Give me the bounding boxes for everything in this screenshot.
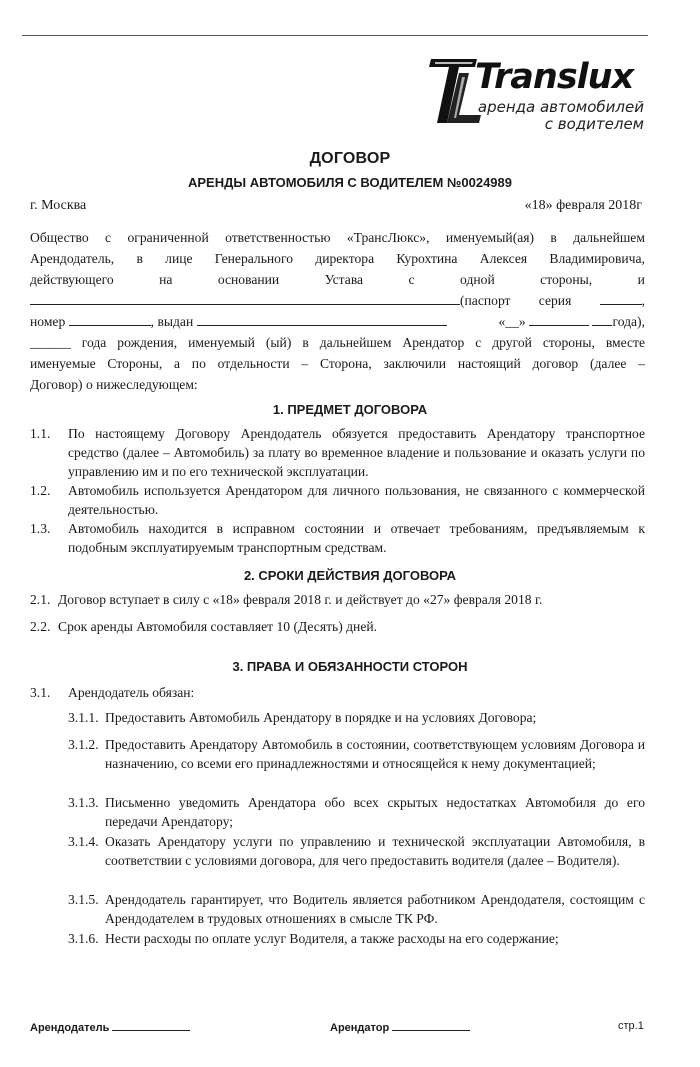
lessor-signature-label: Арендодатель [30, 1022, 110, 1034]
word: Курохтина [396, 251, 458, 266]
clause-number: 3.1.1. [68, 710, 99, 725]
year-label: года), [612, 314, 645, 329]
lessee-signature-label: Арендатор [330, 1022, 390, 1034]
word: «ТрансЛюкс», [346, 230, 430, 245]
word: дальнейшем [573, 230, 645, 245]
section-3-heading: 3. ПРАВА И ОБЯЗАННОСТИ СТОРОН [232, 659, 468, 674]
word: Генерального [214, 251, 294, 266]
logo-brand-text: Translux [475, 57, 634, 97]
clause-number: 2.2. [30, 619, 51, 634]
clause-3-1-5 [68, 890, 645, 928]
lessee-signature-field[interactable] [392, 1020, 470, 1031]
word: Арендодатель, [30, 251, 115, 266]
issue-month-field[interactable] [529, 313, 589, 326]
issued-by-label: , выдан [150, 314, 194, 329]
word: директора [315, 251, 375, 266]
clause-2-1 [30, 590, 645, 609]
clause-number: 3.1.4. [68, 834, 99, 849]
clause-3-1 [30, 683, 645, 702]
preamble-line-4: (паспорт серия , [30, 290, 645, 311]
clause-3-1-6 [68, 929, 645, 948]
clause-3-1-2 [68, 735, 645, 773]
passport-series-label: серия [538, 293, 572, 308]
contract-city: г. Москва [30, 198, 87, 213]
word: в [550, 230, 557, 245]
clause-text: Нести расходы по оплате услуг Водителя, а также расходы на его содержание; [105, 931, 559, 946]
clause-text: Срок аренды Автомобиля составляет 10 (Десять) дней. [58, 619, 378, 634]
passport-label: (паспорт [460, 293, 511, 308]
clause-3-1-1 [68, 708, 645, 727]
clause-text: Арендодатель гарантирует, что Водитель является работником Арендодателя, состоящим с Арендодателем в трудовых отношениях в смысле ТК РФ. [105, 892, 645, 926]
clause-text: Автомобиль используется Арендатором для личного пользования, не связанного с коммерческой деятельностью. [68, 483, 645, 517]
lessor-signature-field[interactable] [112, 1020, 190, 1031]
lessee-name-field[interactable] [30, 292, 460, 305]
passport-series-field[interactable] [600, 292, 642, 305]
clause-text: Предоставить Автомобиль Арендатору в порядке и на условиях Договора; [105, 710, 537, 725]
issue-year-field[interactable] [592, 313, 612, 326]
clause-text: Письменно уведомить Арендатора обо всех скрытых недостатках Автомобиля до его передачи Арендатору; [105, 795, 645, 829]
clause-text: По настоящему Договору Арендодатель обязуется предоставить Арендатору транспортное средство (далее – Автомобиль) за плату во временное владение и пользование и оказать услуги по управлению им и по его технической эксплуатации. [68, 426, 645, 479]
section-1-heading: 1. ПРЕДМЕТ ДОГОВОРА [272, 402, 428, 417]
clause-3-1-3 [68, 793, 645, 831]
word: лице [165, 251, 193, 266]
preamble-line-2 [30, 248, 645, 269]
top-divider [22, 35, 648, 36]
clause-number: 3.1.2. [68, 737, 99, 752]
word: Общество [30, 230, 89, 245]
word: именуемый(ая) [445, 230, 535, 245]
word: Алексея [479, 251, 528, 266]
clause-number: 1.2. [30, 483, 51, 498]
word: с [408, 272, 415, 287]
word: ограниченной [127, 230, 209, 245]
passport-number-label: номер [30, 314, 66, 329]
preamble-line-7: именуемые Стороны, а по отдельности – Сторона, заключили настоящий договор (далее – [30, 356, 645, 371]
clause-number: 1.3. [30, 521, 51, 536]
page-number: стр.1 [618, 1020, 644, 1032]
clause-number: 2.1. [30, 592, 51, 607]
clause-number: 1.1. [30, 426, 51, 441]
clause-number: 3.1. [30, 685, 51, 700]
word: одной [460, 272, 495, 287]
preamble-line-6: ______ года рождения, именуемый (ый) в дальнейшем Арендатор с другой стороны, вместе [30, 335, 645, 350]
clause-2-2 [30, 617, 645, 636]
document-title: ДОГОВОР [309, 150, 391, 167]
preamble-line-3 [30, 269, 645, 290]
preamble [30, 227, 645, 395]
clause-1-3 [30, 519, 645, 557]
clause-1-2 [30, 481, 645, 519]
clause-3-1-4 [68, 832, 645, 870]
clause-text: Арендодатель обязан: [68, 685, 195, 700]
lessee-signature [330, 1020, 470, 1034]
clause-text: Предоставить Арендатору Автомобиль в состоянии, соответствующем условиям Договора и назначению, со всеми его принадлежностями и относящейся к нему документацией; [105, 737, 645, 771]
clause-text: Автомобиль находится в исправном состоянии и отвечает требованиям, предъявляемым к подобным эксплуатируемым транспортным средствам. [68, 521, 645, 555]
preamble-line-8: Договор) о нижеследующем: [30, 377, 198, 392]
preamble-line-5 [30, 311, 645, 332]
section-2-heading: 2. СРОКИ ДЕЙСТВИЯ ДОГОВОРА [243, 568, 457, 583]
preamble-line-1 [30, 227, 645, 248]
word: стороны, [540, 272, 593, 287]
passport-number-field[interactable] [69, 313, 151, 326]
word: и [637, 272, 645, 287]
word: Устава [324, 272, 364, 287]
document-subtitle: АРЕНДЫ АВТОМОБИЛЯ С ВОДИТЕЛЕМ №0024989 [188, 175, 512, 190]
issue-day-field[interactable]: «__» [498, 314, 526, 329]
logo-tagline-2: с водителем [544, 115, 644, 133]
word: Владимировича, [549, 251, 645, 266]
clause-text: Договор вступает в силу с «18» февраля 2018 г. и действует до «27» февраля 2018 г. [58, 592, 543, 607]
clause-number: 3.1.5. [68, 892, 99, 907]
clause-text: Оказать Арендатору услуги по управлению и технической эксплуатации Автомобиля, в соответствии с условиями договора, для чего предоставить водителя (далее – Водителя). [105, 834, 645, 868]
clause-number: 3.1.6. [68, 931, 99, 946]
word: в [136, 251, 143, 266]
word: действующего [30, 272, 114, 287]
clause-1-1 [30, 424, 645, 481]
lessor-signature [30, 1020, 190, 1034]
contract-date: «18» февраля 2018г [524, 198, 642, 213]
logo-tagline-1: аренда автомобилей [477, 98, 644, 116]
word: с [105, 230, 112, 245]
issued-by-field[interactable] [197, 313, 447, 326]
company-logo [425, 55, 650, 135]
word: ответственностью [225, 230, 331, 245]
word: на [159, 272, 173, 287]
clause-number: 3.1.3. [68, 795, 99, 810]
word: основании [217, 272, 280, 287]
